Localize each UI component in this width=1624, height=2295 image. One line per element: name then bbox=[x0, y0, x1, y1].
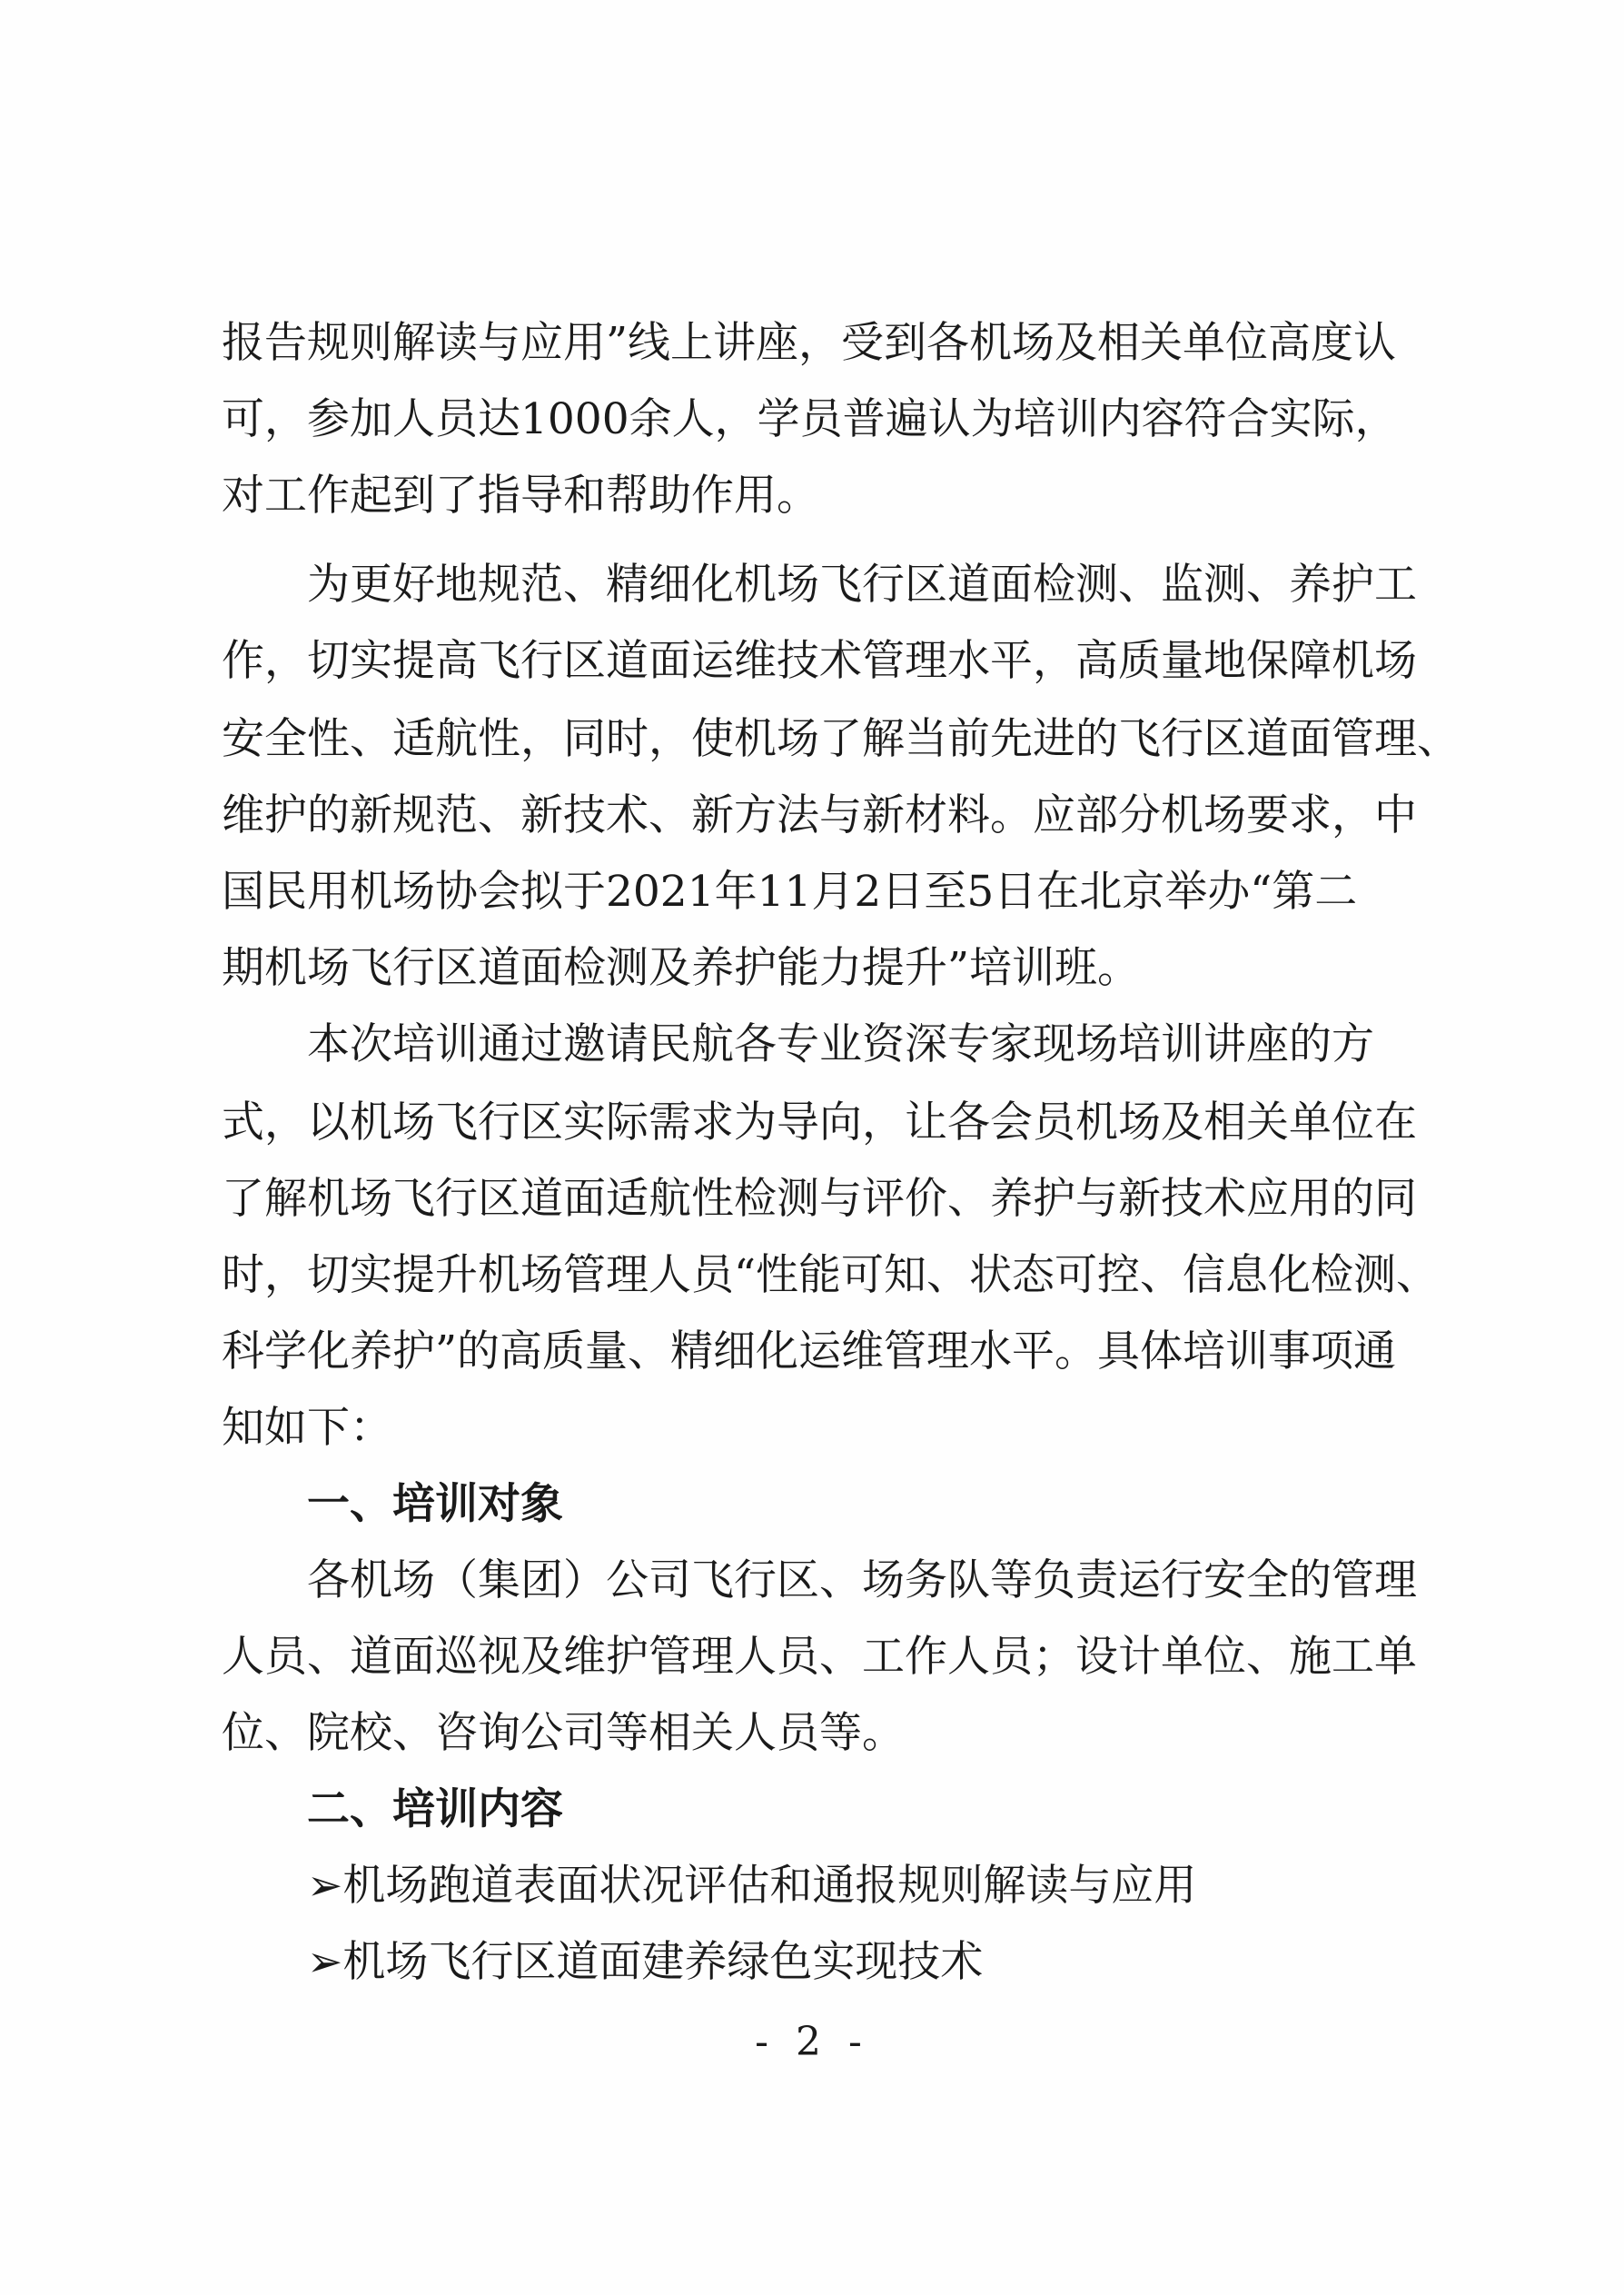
paragraph-2-line-1: 为更好地规范、精细化机场飞行区道面检测、监测、养护工 bbox=[307, 560, 1417, 610]
paragraph-1-line-3: 对工作起到了指导和帮助作用。 bbox=[222, 471, 819, 521]
paragraph-2-line-3: 安全性、适航性，同时，使机场了解当前先进的飞行区道面管理、 bbox=[222, 714, 1460, 764]
page-number: - 2 - bbox=[755, 2019, 869, 2065]
paragraph-2-line-2: 作，切实提高飞行区道面运维技术管理水平，高质量地保障机场 bbox=[222, 636, 1417, 686]
paragraph-1-line-1: 报告规则解读与应用”线上讲座，受到各机场及相关单位高度认 bbox=[222, 318, 1397, 368]
paragraph-2-line-5: 国民用机场协会拟于2021年11月2日至5日在北京举办“第二 bbox=[222, 867, 1358, 917]
paragraph-1-line-2: 可，参加人员达1000余人，学员普遍认为培训内容符合实际， bbox=[222, 394, 1398, 444]
section-1-line-2: 人员、道面巡视及维护管理人员、工作人员；设计单位、施工单 bbox=[222, 1632, 1417, 1682]
paragraph-3-line-4: 时，切实提升机场管理人员“性能可知、状态可控、信息化检测、 bbox=[222, 1250, 1440, 1300]
paragraph-2-line-6: 期机场飞行区道面检测及养护能力提升”培训班。 bbox=[222, 943, 1141, 993]
paragraph-3-line-3: 了解机场飞行区道面适航性检测与评价、养护与新技术应用的同 bbox=[222, 1174, 1417, 1224]
section-2-item-1: ➢机场跑道表面状况评估和通报规则解读与应用 bbox=[307, 1861, 1197, 1911]
paragraph-3-line-2: 式，以机场飞行区实际需求为导向，让各会员机场及相关单位在 bbox=[222, 1098, 1417, 1148]
section-2-item-2: ➢机场飞行区道面建养绿色实现技术 bbox=[307, 1937, 984, 1987]
paragraph-2-line-4: 维护的新规范、新技术、新方法与新材料。应部分机场要求，中 bbox=[222, 790, 1417, 840]
paragraph-3-line-5: 科学化养护”的高质量、精细化运维管理水平。具体培训事项通 bbox=[222, 1326, 1397, 1376]
paragraph-3-line-6: 知如下： bbox=[222, 1403, 392, 1453]
section-1-line-1: 各机场（集团）公司飞行区、场务队等负责运行安全的管理 bbox=[307, 1555, 1417, 1605]
section-2-heading: 二、培训内容 bbox=[307, 1784, 563, 1834]
section-1-heading: 一、培训对象 bbox=[307, 1479, 563, 1529]
section-1-line-3: 位、院校、咨询公司等相关人员等。 bbox=[222, 1708, 905, 1758]
paragraph-3-line-1: 本次培训通过邀请民航各专业资深专家现场培训讲座的方 bbox=[307, 1019, 1374, 1069]
